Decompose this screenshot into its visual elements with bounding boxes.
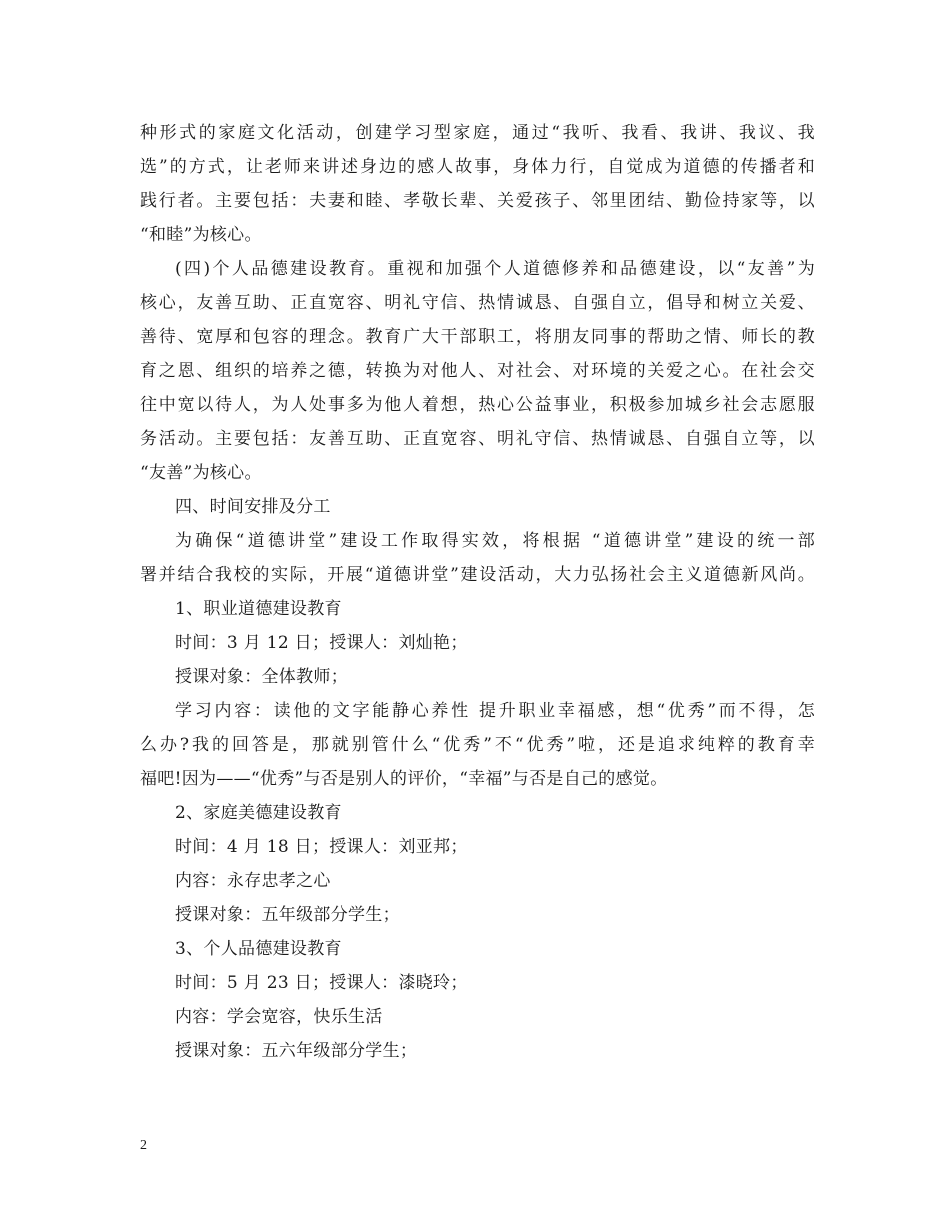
text-line: 时间：4 月 18 日；授课人：刘亚邦； xyxy=(175,837,468,857)
text-line: 核心，友善互助、正直宽容、明礼守信、热情诚恳、自强自立，倡导和树立关爱、 xyxy=(140,293,815,313)
text-line: 往中宽以待人，为人处事多为他人着想，热心公益事业，积极参加城乡社会志愿服 xyxy=(140,395,815,415)
text-line: 3、个人品德建设教育 xyxy=(175,939,342,959)
text-line: 为确保“道德讲堂”建设工作取得实效，将根据 “道德讲堂”建设的统一部 xyxy=(175,531,815,551)
text-line: 选”的方式，让老师来讲述身边的感人故事，身体力行，自觉成为道德的传播者和 xyxy=(140,157,815,177)
text-line: 内容：学会宽容，快乐生活 xyxy=(175,1007,383,1027)
text-line: 善待、宽厚和包容的理念。教育广大干部职工，将朋友同事的帮助之情、师长的教 xyxy=(140,327,815,347)
text-line: 时间：3 月 12 日；授课人：刘灿艳； xyxy=(175,633,468,653)
text-line: 务活动。主要包括：友善互助、正直宽容、明礼守信、热情诚恳、自强自立等，以 xyxy=(140,429,815,449)
text-line: 践行者。主要包括：夫妻和睦、孝敬长辈、关爱孩子、邻里团结、勤俭持家等，以 xyxy=(140,191,815,211)
text-line: 授课对象：五年级部分学生； xyxy=(175,905,400,925)
text-line: (四)个人品德建设教育。重视和加强个人道德修养和品德建设，以“友善”为 xyxy=(175,259,815,279)
text-line: 福吧!因为——“优秀”与否是别人的评价，“幸福”与否是自己的感觉。 xyxy=(140,769,668,789)
text-line: 四、时间安排及分工 xyxy=(175,497,331,517)
text-line: 内容：永存忠孝之心 xyxy=(175,871,331,891)
text-line: “友善”为核心。 xyxy=(140,463,262,483)
text-line: 时间：5 月 23 日；授课人：漆晓玲； xyxy=(175,973,468,993)
text-line: 授课对象：全体教师； xyxy=(175,667,348,687)
text-line: 种形式的家庭文化活动，创建学习型家庭，通过“我听、我看、我讲、我议、我 xyxy=(140,123,815,143)
text-line: 育之恩、组织的培养之德，转换为对他人、对社会、对环境的关爱之心。在社会交 xyxy=(140,361,815,381)
text-line: 授课对象：五六年级部分学生； xyxy=(175,1041,418,1061)
text-line: 学习内容：读他的文字能静心养性 提升职业幸福感，想“优秀”而不得，怎 xyxy=(175,701,815,721)
document-body xyxy=(140,116,815,1068)
text-line: 2、家庭美德建设教育 xyxy=(175,803,342,823)
text-line: 1、职业道德建设教育 xyxy=(175,599,342,619)
text-line: 么办?我的回答是，那就别管什么“优秀”不“优秀”啦，还是追求纯粹的教育幸 xyxy=(140,735,815,755)
text-line: 署并结合我校的实际，开展“道德讲堂”建设活动，大力弘扬社会主义道德新风尚。 xyxy=(140,565,815,585)
text-line: “和睦”为核心。 xyxy=(140,225,262,245)
page-number: 2 xyxy=(140,1138,147,1153)
